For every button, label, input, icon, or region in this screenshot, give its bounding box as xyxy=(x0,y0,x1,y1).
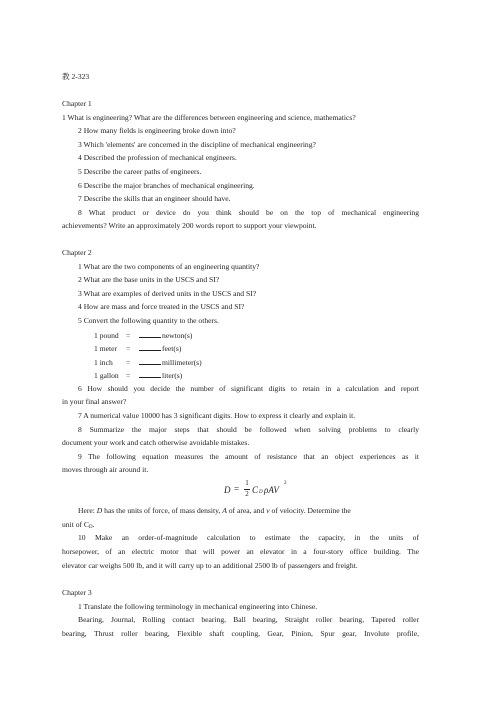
conversion-quantity: 1 meter xyxy=(94,344,117,353)
chapter-3-title: Chapter 3 xyxy=(62,588,92,597)
ch1-question-1: 1 What is engineering? What are the differences between engineering and science, mathematics? xyxy=(62,113,356,122)
conversion-row xyxy=(94,370,182,381)
ch2-question-6-line-1: 6 How should you decide the number of significant digits to retain in a calculation and report xyxy=(78,384,419,393)
ch2-question-7: 7 A numerical value 10000 has 3 significant digits. How to express it clearly and explain it. xyxy=(78,411,356,420)
ch2-question-10-line-3: elevator car weighs 500 lb, and it will carry up to an additional 2500 lb of passengers and freight. xyxy=(62,561,358,570)
conversion-row xyxy=(94,330,192,341)
conversion-unit: feet(s) xyxy=(162,344,182,353)
conversion-equals: = xyxy=(126,358,131,367)
ch1-question-4: 4 Described the profession of mechanical engineers. xyxy=(78,153,237,162)
ch1-question-3: 3 Which 'elements' are concerned in the discipline of mechanical engineering? xyxy=(78,140,316,149)
ch2-question-1: 1 What are the two components of an engineering quantity? xyxy=(78,262,260,271)
ch2-question-2: 2 What are the base units in the USCS and SI? xyxy=(78,275,220,284)
ch1-question-8-line-2: achievements? Write an approximately 200 words report to support your viewpoint. xyxy=(62,221,317,230)
ch2-question-10-line-2: horsepower, of an electric motor that will power an elevator in a four-story office building. The xyxy=(62,547,419,556)
equation-terms: ρAV xyxy=(264,485,279,495)
conversion-unit: liter(s) xyxy=(162,371,183,380)
ch1-question-7: 7 Describe the skills that an engineer should have. xyxy=(78,194,231,203)
ch2-question-9-explanation: Here: D has the units of force, of mass density, A of area, and v of velocity. Determine the xyxy=(78,506,351,515)
ch3-terms-line-1: Bearing, Journal, Rolling contact bearing, Ball bearing, Straight roller bearing, Tapered roller xyxy=(78,615,419,624)
ch2-question-5: 5 Convert the following quantity to the others. xyxy=(78,316,219,325)
ch1-question-5: 5 Describe the career paths of engineers. xyxy=(78,167,202,176)
conversion-quantity: 1 gallon xyxy=(94,371,119,380)
ch2-question-10-line-1: 10 Make an order-of-magnitude calculation to estimate the capacity, in the units of xyxy=(78,533,419,542)
ch2-question-8-line-2: document your work and catch otherwise avoidable mistakes. xyxy=(62,438,250,447)
equation-equals: = xyxy=(234,484,240,494)
ch1-question-2: 2 How many fields is engineering broke down into? xyxy=(78,126,236,135)
chapter-1-title: Chapter 1 xyxy=(62,99,92,108)
conversion-unit: millimeter(s) xyxy=(162,358,202,367)
equation-lhs: D xyxy=(224,485,231,495)
conversion-equals: = xyxy=(126,344,131,353)
ch2-question-9-unit: unit of $C_D$. xyxy=(62,520,95,530)
conversion-quantity: 1 inch xyxy=(94,358,113,367)
ch2-question-6-line-2: in your final answer? xyxy=(62,397,127,406)
ch2-question-8-line-1: 8 Summarize the major steps that should be followed when solving problems to clearly xyxy=(78,425,419,434)
conversion-equals: = xyxy=(126,371,131,380)
ch3-question-1: 1 Translate the following terminology in mechanical engineering into Chinese. xyxy=(78,602,318,611)
ch2-question-9-line-1: 9 The following equation measures the amount of resistance that an object experiences as it xyxy=(78,452,419,461)
conversion-equals: = xyxy=(126,331,131,340)
conversion-quantity: 1 pound xyxy=(94,331,119,340)
conversion-blank[interactable] xyxy=(139,357,161,365)
conversion-blank[interactable] xyxy=(139,330,161,338)
ch3-terms-line-2: bearing, Thrust roller bearing, Flexible shaft coupling, Gear, Pinion, Spur gear, Involute profile, xyxy=(62,629,419,638)
ch2-question-4: 4 How are mass and force treated in the USCS and SI? xyxy=(78,302,245,311)
equation-coefficient: C xyxy=(252,485,259,495)
ch2-question-3: 3 What are examples of derived units in the USCS and SI? xyxy=(78,289,257,298)
conversion-row xyxy=(94,343,181,354)
equation-denominator: 2 xyxy=(245,490,249,498)
chapter-2-title: Chapter 2 xyxy=(62,248,92,257)
equation-exponent: 2 xyxy=(284,481,287,486)
ch1-question-6: 6 Describe the major branches of mechanical engineering. xyxy=(78,181,255,190)
equation-numerator: 1 xyxy=(245,479,249,487)
drag-equation xyxy=(224,478,294,504)
conversion-blank[interactable] xyxy=(139,370,161,378)
conversion-row xyxy=(94,357,202,368)
ch2-question-9-line-2: moves through air around it. xyxy=(62,465,149,474)
conversion-blank[interactable] xyxy=(139,343,161,351)
conversion-unit: newton(s) xyxy=(162,331,193,340)
equation-coefficient-subscript: D xyxy=(259,490,263,495)
header-code: 教 2-323 xyxy=(62,72,90,81)
ch1-question-8-line-1: 8 What product or device do you think should be on the top of mechanical engineering xyxy=(78,208,419,217)
